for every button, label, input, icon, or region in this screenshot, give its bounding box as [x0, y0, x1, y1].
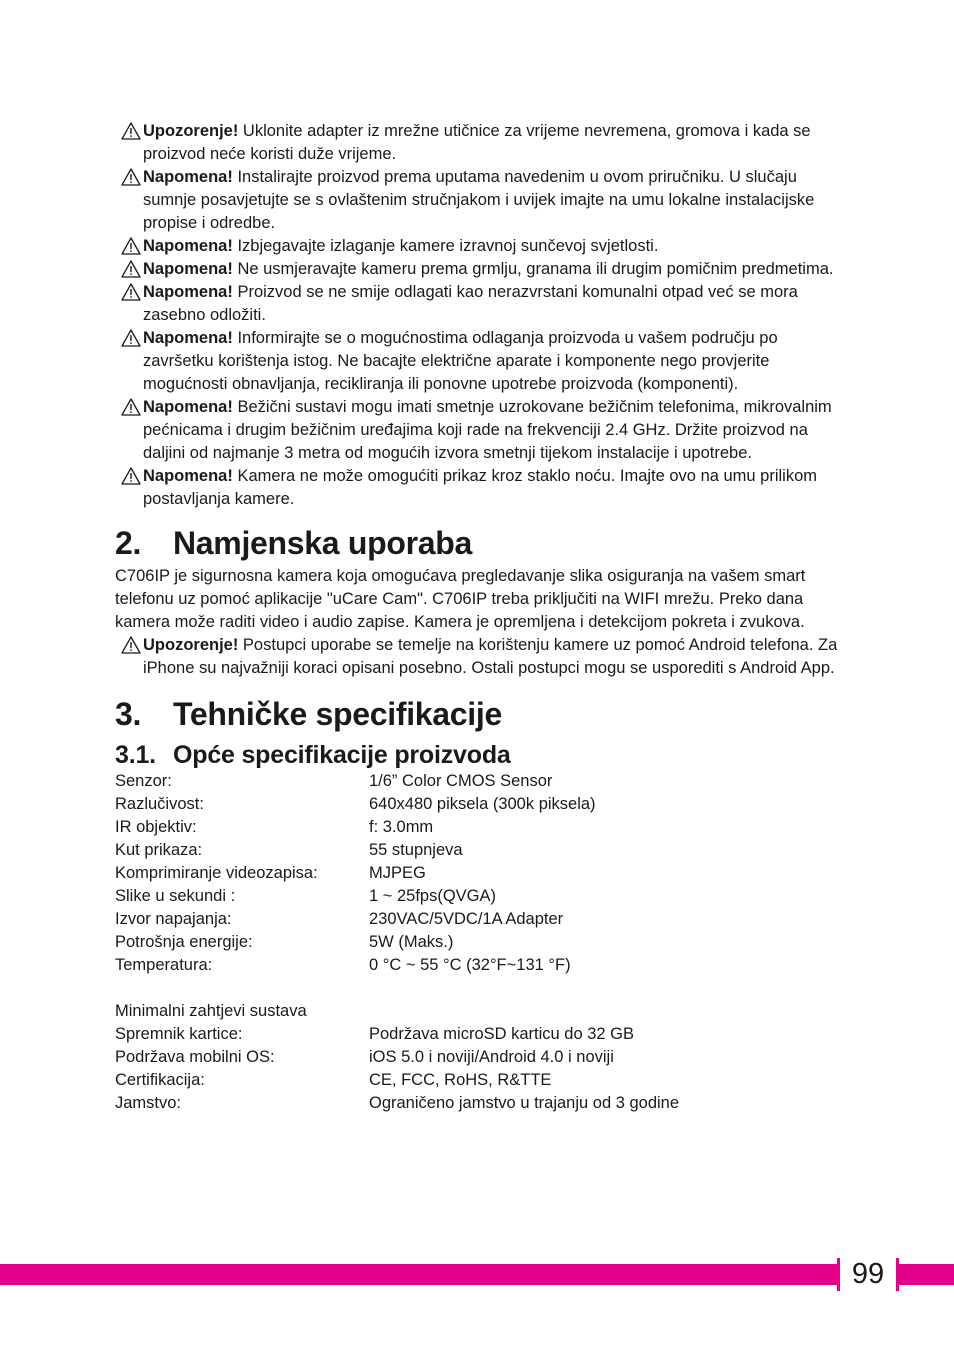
section-title: Namjenska uporaba	[173, 525, 473, 561]
section-2-warning	[115, 634, 845, 680]
spec-key: Slike u sekundi :	[115, 887, 236, 905]
spec-table	[115, 770, 845, 1115]
spec-value: Podržava microSD karticu do 32 GB	[369, 1025, 635, 1043]
spec-key: Izvor napajanja:	[115, 910, 232, 928]
spec-row	[115, 1069, 845, 1092]
subsection-3-1-heading	[115, 740, 845, 770]
note-item	[115, 465, 845, 511]
subsection-title: Opće specifikacije proizvoda	[173, 741, 511, 769]
warning-icon	[121, 237, 141, 255]
spec-row	[115, 816, 845, 839]
section-3-heading	[115, 694, 845, 734]
note-label: Upozorenje!	[143, 636, 239, 654]
spec-value: 55 stupnjeva	[369, 841, 463, 859]
spec-row	[115, 954, 845, 977]
page-content	[115, 120, 845, 1115]
spec-key: Senzor:	[115, 772, 172, 790]
note-item	[115, 166, 845, 235]
footer-accent-bar	[0, 1264, 954, 1285]
spec-value: MJPEG	[369, 864, 426, 882]
spec-row	[115, 931, 845, 954]
warning-icon	[121, 168, 141, 186]
spec-key: Kut prikaza:	[115, 841, 203, 859]
note-text: Kamera ne može omogućiti prikaz kroz staklo noću. Imajte ovo na umu prilikom postavljanja kamere.	[143, 467, 818, 508]
section-2-body: C706IP je sigurnosna kamera koja omogućava pregledavanje slika osiguranja na vašem smart telefonu uz pomoć aplikacije "uCare Cam". C706IP treba priključiti na WIFI mrežu. Preko dana kamera može raditi video i audio zapise. Kamera je opremljena i detekcijom pokreta i zvukova.	[115, 567, 806, 631]
warning-icon	[121, 260, 141, 278]
note-item	[115, 281, 845, 327]
spec-row	[115, 1046, 845, 1069]
note-label: Napomena!	[143, 398, 233, 416]
spec-key: Jamstvo:	[115, 1094, 182, 1112]
section-2-heading	[115, 523, 845, 563]
spec-key: Razlučivost:	[115, 795, 204, 813]
note-item	[115, 235, 845, 258]
spec-key: Certifikacija:	[115, 1071, 205, 1089]
section-title: Tehničke specifikacije	[173, 696, 502, 732]
spec-value: 1 ~ 25fps(QVGA)	[369, 887, 497, 905]
note-item	[115, 327, 845, 396]
spec-key: Komprimiranje videozapisa:	[115, 864, 318, 882]
note-text: Izbjegavajte izlaganje kamere izravnoj sunčevoj svjetlosti.	[232, 237, 659, 255]
spec-key: IR objektiv:	[115, 818, 197, 836]
spec-value: 0 °C ~ 55 °C (32°F~131 °F)	[369, 956, 571, 974]
note-text: Uklonite adapter iz mrežne utičnice za vrijeme nevremena, gromova i kada se proizvod neće koristi duže vrijeme.	[143, 122, 811, 163]
warning-icon	[121, 467, 141, 485]
section-number: 2.	[115, 525, 142, 561]
note-item	[115, 396, 845, 465]
note-text: Postupci uporabe se temelje na korištenju kamere uz pomoć Android telefona. Za iPhone su najvažniji koraci opisani posebno. Ostali postupci mogu se usporediti s Android App.	[143, 636, 838, 677]
note-item	[115, 120, 845, 166]
spec-key: Podržava mobilni OS:	[115, 1048, 275, 1066]
note-text: Informirajte se o mogućnostima odlaganja proizvoda u vašem području po završetku korištenja istog. Ne bacajte električne aparate i komponente nego provjerite mogućnosti obnavljanja, recikliranja ili ponovne upotrebe proizvoda (komponenti).	[143, 329, 778, 393]
spec-row	[115, 770, 845, 793]
warning-icon	[121, 329, 141, 347]
note-label: Napomena!	[143, 260, 233, 278]
note-text: Ne usmjeravajte kameru prema grmlju, granama ili drugim pomičnim predmetima.	[232, 260, 834, 278]
spec-key: Spremnik kartice:	[115, 1025, 243, 1043]
spec-row	[115, 1092, 845, 1115]
warning-icon	[121, 636, 141, 654]
spec-row	[115, 793, 845, 816]
warning-icon	[121, 398, 141, 416]
spec-row	[115, 885, 845, 908]
note-label: Napomena!	[143, 168, 233, 186]
section-number: 3.	[115, 696, 142, 732]
spec-value: 230VAC/5VDC/1A Adapter	[369, 910, 564, 928]
spec-value: iOS 5.0 i noviji/Android 4.0 i noviji	[369, 1048, 614, 1066]
spec-key: Temperatura:	[115, 956, 213, 974]
spec-row	[115, 1023, 845, 1046]
spec-value: 1/6” Color CMOS Sensor	[369, 772, 553, 790]
spec-value: CE, FCC, RoHS, R&TTE	[369, 1071, 552, 1089]
safety-notes-list	[115, 120, 845, 511]
requirements-heading	[115, 1000, 845, 1023]
note-text: Bežični sustavi mogu imati smetnje uzrokovane bežičnim telefonima, mikrovalnim pećnicama i drugim bežičnim uređajima koji rade na frekvenciji 2.4 GHz. Držite proizvod na daljini od najmanje 3 metra od mogućih izvora smetnji tijekom instalacije i upotrebe.	[143, 398, 832, 462]
spec-value: 640x480 piksela (300k piksela)	[369, 795, 596, 813]
spec-value: f: 3.0mm	[369, 818, 434, 836]
subsection-number: 3.1.	[115, 741, 156, 769]
spacer	[115, 977, 845, 1000]
note-item	[115, 258, 845, 281]
page-number: 99	[837, 1258, 899, 1291]
warning-icon	[121, 122, 141, 140]
spec-row	[115, 839, 845, 862]
note-text: Proizvod se ne smije odlagati kao nerazvrstani komunalni otpad već se mora zasebno odložiti.	[143, 283, 798, 324]
spec-key: Potrošnja energije:	[115, 933, 253, 951]
note-label: Napomena!	[143, 329, 233, 347]
warning-icon	[121, 283, 141, 301]
requirements-heading-text: Minimalni zahtjevi sustava	[115, 1002, 307, 1020]
note-label: Napomena!	[143, 237, 233, 255]
note-label: Napomena!	[143, 467, 233, 485]
spec-value: 5W (Maks.)	[369, 933, 454, 951]
spec-row	[115, 862, 845, 885]
spec-row	[115, 908, 845, 931]
note-text: Instalirajte proizvod prema uputama navedenim u ovom priručniku. U slučaju sumnje posavjetujte se s ovlaštenim stručnjakom i uvijek imajte na umu lokalne instalacijske propise i odredbe.	[143, 168, 815, 232]
spec-value: Ograničeno jamstvo u trajanju od 3 godine	[369, 1094, 680, 1112]
note-label: Napomena!	[143, 283, 233, 301]
note-label: Upozorenje!	[143, 122, 239, 140]
